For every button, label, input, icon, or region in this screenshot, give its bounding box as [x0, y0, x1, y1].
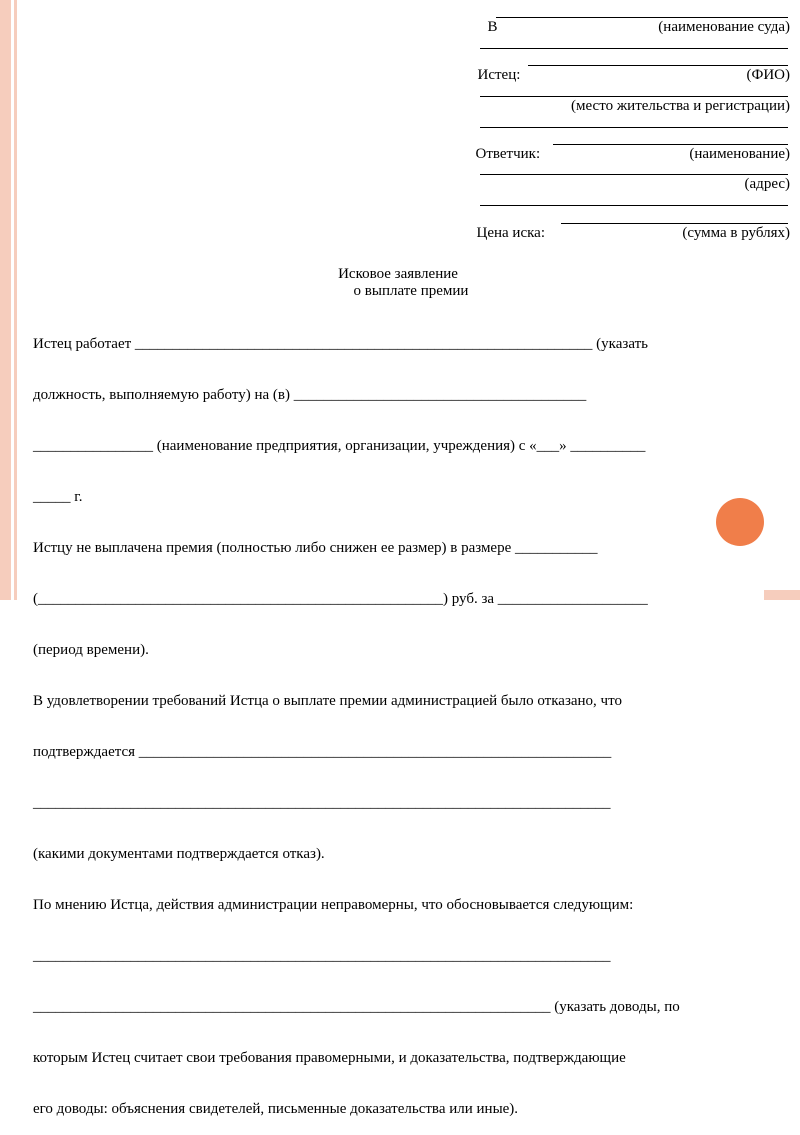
name-caption: (наименование) [689, 146, 790, 162]
body-line: В удовлетворении требований Истца о выплате премии администрацией было отказано, что [33, 693, 622, 709]
court-line[interactable] [496, 17, 788, 18]
address-line[interactable] [480, 174, 788, 175]
claim-body [33, 302, 793, 1135]
court-caption: (наименование суда) [658, 19, 790, 35]
residence-caption: (место жительства и регистрации) [571, 98, 790, 114]
body-line: (период времени). [33, 642, 149, 658]
document-subtitle: о выплате премии [353, 283, 469, 299]
body-line: По мнению Истца, действия администрации неправомерны, что обосновывается следующим: [33, 897, 634, 913]
body-line: которым Истец считает свои требования правомерными, и доказательства, подтверждающие [33, 1050, 626, 1066]
residence-line-2[interactable] [480, 127, 788, 128]
decorative-circle [716, 498, 764, 546]
body-line: _____________________________________________________________________________ [33, 948, 611, 964]
decorative-stripe [0, 0, 11, 600]
body-line: ________________ (наименование предприятия, организации, учреждения) с «___» __________ [33, 438, 646, 454]
body-line: должность, выполняемую работу) на (в) _______________________________________ [33, 387, 587, 403]
fio-caption: (ФИО) [746, 67, 790, 83]
body-line: _____ г. [33, 489, 83, 505]
body-line: _____________________________________________________________________________ [33, 795, 611, 811]
address-caption: (адрес) [744, 176, 790, 192]
body-line: Истцу не выплачена премия (полностью либо снижен ее размер) в размере ___________ [33, 540, 598, 556]
to-label: В [487, 19, 498, 35]
document-title: Исковое заявление [338, 266, 458, 282]
sum-caption: (сумма в рублях) [682, 225, 790, 241]
body-line: (какими документами подтверждается отказ). [33, 846, 325, 862]
address-line-2[interactable] [480, 205, 788, 206]
body-line: (______________________________________________________) руб. за ____________________ [33, 591, 648, 607]
decorative-stripe-thin [14, 0, 17, 600]
residence-line[interactable] [480, 96, 788, 97]
defendant-line[interactable] [553, 144, 788, 145]
defendant-label: Ответчик: [475, 146, 541, 162]
body-line: подтверждается _______________________________________________________________ [33, 744, 612, 760]
plaintiff-line[interactable] [528, 65, 788, 66]
court-line-2[interactable] [480, 48, 788, 49]
body-line: _____________________________________________________________________ (указать доводы, по [33, 999, 680, 1015]
body-line: Истец работает _____________________________________________________________ (указать [33, 336, 648, 352]
plaintiff-label: Истец: [477, 67, 521, 83]
claim-price-label: Цена иска: [476, 225, 545, 241]
body-line: его доводы: объяснения свидетелей, письменные доказательства или иные). [33, 1101, 519, 1117]
claim-price-line[interactable] [561, 223, 788, 224]
